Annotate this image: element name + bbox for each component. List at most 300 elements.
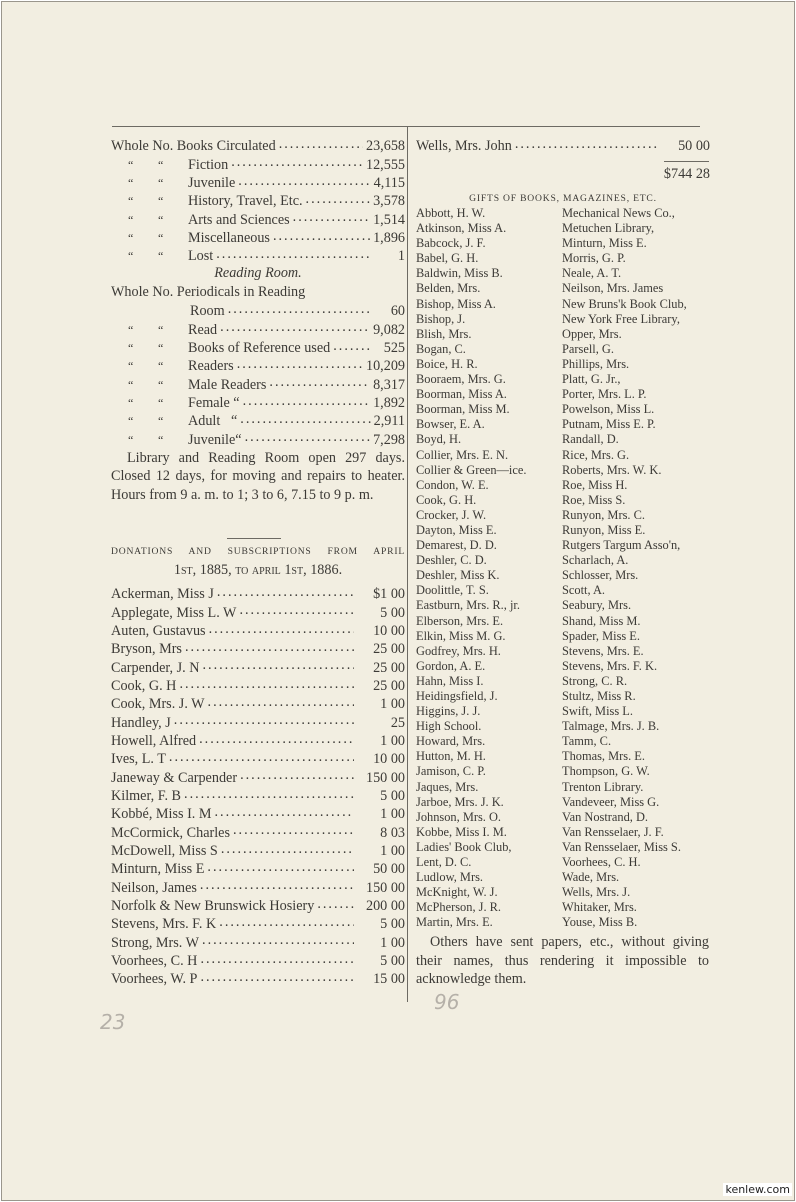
stat-label: Whole No. Books Circulated [111, 138, 276, 155]
document-page [1, 1, 795, 1201]
stat-row [111, 430, 405, 448]
gift-row [416, 236, 716, 251]
donation-amount: 25 [390, 714, 405, 731]
gift-donor-left: Bowser, E. A. [416, 417, 485, 432]
gift-row [416, 297, 716, 312]
gift-donor-right: Roe, Miss S. [562, 492, 626, 507]
dot-leader [238, 173, 370, 187]
donation-row [111, 878, 405, 896]
gift-donor-left: Higgins, J. J. [416, 704, 481, 719]
dot-leader [239, 602, 354, 616]
dot-leader [215, 804, 355, 818]
stat-row [111, 374, 405, 392]
ditto-mark: “ [128, 194, 134, 209]
closing-paragraph: Others have sent papers, etc., without giving their names, thus rendering it impossible to acknowledge them. [416, 934, 709, 988]
dot-leader [200, 878, 354, 892]
section-rule [227, 538, 281, 539]
stat-row [111, 209, 405, 227]
donation-row [111, 602, 405, 620]
stat-row [111, 154, 405, 172]
dot-leader [216, 246, 372, 260]
gift-row [416, 644, 716, 659]
stat-label: Miscellaneous [188, 229, 270, 246]
gift-donor-left: Collier, Mrs. E. N. [416, 447, 509, 462]
ditto-mark: “ [128, 414, 134, 429]
ditto-mark: “ [158, 359, 164, 374]
gift-donor-left: Babcock, J. F. [416, 236, 486, 251]
donation-amount: 25 00 [373, 641, 405, 658]
gift-donor-right: Swift, Miss L. [562, 704, 633, 719]
gift-row [416, 266, 716, 281]
gift-donor-right: Runyon, Mrs. C. [562, 507, 645, 522]
stat-row [111, 228, 405, 246]
donation-row [416, 136, 710, 154]
total-rule [664, 161, 709, 162]
ditto-mark: “ [158, 194, 164, 209]
gift-donor-left: Cook, G. H. [416, 492, 477, 507]
donation-amount: 5 00 [380, 916, 405, 933]
reading-room-heading: Reading Room. [214, 265, 302, 282]
stat-label: Juvenile“ [188, 431, 242, 448]
ditto-mark: “ [158, 212, 164, 227]
gift-donor-right: Roe, Miss H. [562, 477, 628, 492]
donation-amount: 1 00 [380, 806, 405, 823]
gift-donor-left: Boice, H. R. [416, 356, 478, 371]
gift-donor-right: Strong, C. R. [562, 673, 628, 688]
donation-amount: 200 00 [365, 898, 405, 915]
gift-row [416, 493, 716, 508]
dot-leader [221, 841, 354, 855]
gift-row [416, 885, 716, 900]
stat-value: 525 [383, 339, 405, 356]
donation-amount: 150 00 [365, 879, 405, 896]
gift-row [416, 387, 716, 402]
gift-row [416, 840, 716, 855]
top-rule [112, 126, 700, 127]
gift-row [416, 598, 716, 613]
gift-donor-left: Boorman, Miss A. [416, 387, 507, 402]
stat-label: Whole No. Periodicals in Reading [111, 283, 306, 300]
donor-name: Carpender, J. N [111, 659, 200, 676]
donor-name: Bryson, Mrs [111, 641, 182, 658]
dot-leader [217, 584, 354, 598]
ditto-mark: “ [128, 432, 134, 447]
gift-row [416, 538, 716, 553]
ditto-mark: “ [158, 322, 164, 337]
gift-row [416, 357, 716, 372]
gift-donor-left: Ladies' Book Club, [416, 839, 512, 854]
dot-leader [228, 301, 372, 315]
donation-amount: 25 00 [373, 659, 405, 676]
gift-donor-right: Putnam, Miss E. P. [562, 417, 656, 432]
dot-leader [231, 154, 363, 168]
ditto-mark: “ [128, 396, 134, 410]
stat-value: 1,896 [373, 229, 405, 246]
donation-row [111, 933, 405, 951]
gift-donor-right: Thomas, Mrs. E. [562, 749, 645, 764]
donation-amount: 1 00 [380, 934, 405, 951]
stat-row [111, 301, 405, 319]
donor-name: Kilmer, F. B [111, 787, 182, 804]
ditto-mark: “ [128, 157, 134, 172]
gift-donor-left: Hutton, M. H. [416, 749, 486, 764]
gift-row [416, 870, 716, 885]
dot-leader [279, 136, 363, 150]
stat-label: Readers [188, 358, 234, 375]
donor-name: McCormick, Charles [111, 824, 230, 841]
donation-amount: 15 00 [373, 971, 405, 988]
gift-donor-right: Spader, Miss E. [562, 628, 640, 643]
stat-label: Juvenile [188, 174, 236, 191]
gift-donor-left: Ludlow, Mrs. [416, 870, 483, 885]
gift-row [416, 689, 716, 704]
donation-amount: 5 00 [380, 953, 405, 970]
gifts-list [416, 206, 716, 931]
gift-row [416, 432, 716, 447]
gift-donor-left: Martin, Mrs. E. [416, 915, 493, 930]
gift-donor-left: Boorman, Miss M. [416, 402, 510, 417]
stat-label: Adult “ [188, 413, 238, 430]
ditto-mark: “ [158, 157, 164, 172]
gift-donor-left: Lent, D. C. [416, 855, 472, 870]
gift-row [416, 659, 716, 674]
gift-row [416, 281, 716, 296]
stat-label: Female “ [188, 395, 240, 411]
dot-leader [333, 338, 372, 352]
gift-donor-right: Van Nostrand, D. [562, 809, 649, 824]
gift-donor-right: Neale, A. T. [562, 266, 622, 281]
gift-donor-right: Van Rensselaer, J. F. [562, 824, 664, 839]
dot-leader [240, 411, 370, 425]
gift-donor-right: New York Free Library, [562, 311, 680, 326]
donor-name: Howell, Alfred [111, 732, 197, 749]
dot-leader [220, 319, 370, 333]
ditto-mark: “ [158, 414, 164, 429]
donor-name: Strong, Mrs. W [111, 934, 200, 951]
dot-leader [515, 136, 659, 150]
gift-donor-left: Howard, Mrs. [416, 734, 486, 749]
donor-name: Stevens, Mrs. F. K [111, 916, 217, 933]
gift-donor-right: Tamm, C. [562, 734, 612, 749]
donation-row [111, 621, 405, 639]
gift-donor-right: Stevens, Mrs. E. [562, 643, 644, 658]
donations-total: $744 28 [663, 166, 710, 182]
gift-donor-left: Belden, Mrs. [416, 281, 481, 296]
gift-row [416, 206, 716, 221]
donation-amount: 10 00 [373, 751, 405, 768]
dot-leader [233, 822, 354, 836]
stat-label: Fiction [188, 156, 229, 173]
stat-label: Room [190, 303, 225, 320]
gift-donor-right: New Bruns'k Book Club, [562, 296, 687, 311]
dot-leader [243, 393, 370, 407]
donor-name: Janeway & Carpender [111, 769, 238, 786]
gift-donor-right: Opper, Mrs. [562, 326, 622, 341]
ditto-mark: “ [158, 175, 164, 190]
dot-leader [306, 191, 371, 205]
gift-donor-left: Babel, G. H. [416, 251, 479, 266]
watermark: kenlew.com [725, 1183, 790, 1196]
gift-row [416, 327, 716, 342]
gift-donor-right: Wells, Mrs. J. [562, 885, 631, 900]
donation-amount: $1 00 [373, 586, 405, 603]
donor-name: Cook, Mrs. J. W [111, 696, 205, 713]
stat-value: 1,514 [373, 211, 405, 228]
donations-section [111, 544, 405, 988]
gift-donor-right: Rutgers Targum Asso'n, [562, 538, 681, 553]
gift-donor-right: Mechanical News Co., [562, 206, 675, 220]
gift-row [416, 629, 716, 644]
gift-row [416, 463, 716, 478]
donor-name: Minturn, Miss E [111, 861, 205, 878]
gift-donor-left: Collier & Green—ice. [416, 462, 527, 477]
gift-donor-left: Jamison, C. P. [416, 764, 486, 779]
donor-name: Neilson, James [111, 879, 197, 896]
donation-amount: 50 00 [373, 861, 405, 878]
donation-row [111, 822, 405, 840]
dot-leader [169, 749, 354, 763]
stat-value: 8,317 [373, 376, 405, 393]
gift-donor-left: Deshler, Miss K. [416, 568, 500, 583]
ditto-mark: “ [158, 396, 164, 410]
donor-name: Norfolk & New Brunswick Hosiery [111, 898, 315, 915]
gift-donor-left: Elkin, Miss M. G. [416, 628, 506, 643]
donor-name: Cook, G. H [111, 677, 177, 694]
dot-leader [219, 914, 354, 928]
gift-donor-right: Van Rensselaer, Miss S. [562, 839, 681, 854]
gift-donor-left: Eastburn, Mrs. R., jr. [416, 598, 520, 613]
ditto-mark: “ [128, 175, 134, 190]
donations-heading-line1: DONATIONS AND SUBSCRIPTIONS FROM APRIL [111, 546, 405, 557]
gift-donor-right: Trenton Library. [562, 779, 644, 794]
ditto-mark: “ [158, 230, 164, 245]
gift-donor-right: Stultz, Miss R. [562, 689, 636, 703]
handwritten-page-mark: 23 [100, 1010, 126, 1034]
dot-leader [237, 356, 363, 370]
dot-leader [208, 694, 354, 708]
stat-label: Books of Reference used [188, 339, 331, 356]
gift-donor-left: McKnight, W. J. [416, 885, 498, 900]
stat-value: 9,082 [373, 321, 405, 338]
gift-donor-right: Metuchen Library, [562, 221, 655, 236]
dot-leader [293, 209, 370, 223]
column-divider [407, 126, 408, 1002]
stat-row [111, 191, 405, 209]
stat-value: 23,658 [365, 138, 405, 155]
stat-row [111, 393, 405, 411]
donation-amount: 5 00 [380, 787, 405, 804]
donations-list [111, 584, 405, 988]
gift-donor-right: Scharlach, A. [562, 553, 629, 568]
gift-donor-right: Scott, A. [562, 583, 606, 598]
gifts-heading: GIFTS OF BOOKS, MAGAZINES, ETC. [469, 193, 657, 204]
donor-name: Wells, Mrs. John [416, 138, 512, 155]
stat-label: History, Travel, Etc. [188, 193, 303, 210]
stat-value: 3,578 [373, 193, 405, 210]
dot-leader [273, 228, 370, 242]
gift-row [416, 508, 716, 523]
gift-donor-right: Roberts, Mrs. W. K. [562, 462, 662, 477]
gift-donor-left: Bogan, C. [416, 341, 466, 356]
gift-row [416, 583, 716, 598]
stat-value: 12,555 [365, 156, 405, 173]
gift-donor-right: Wade, Mrs. [562, 870, 620, 885]
dot-leader [174, 712, 354, 726]
stat-value: 10,209 [365, 358, 405, 375]
stat-value: 4,115 [373, 174, 405, 191]
donation-amount: 1 00 [380, 732, 405, 749]
dot-leader [202, 933, 354, 947]
gift-donor-left: Boyd, H. [416, 432, 462, 447]
donations-continued [416, 136, 710, 154]
donor-name: Ives, L. T [111, 751, 166, 768]
gift-donor-right: Schlosser, Mrs. [562, 568, 639, 583]
gift-donor-left: Johnson, Mrs. O. [416, 809, 502, 824]
gift-row [416, 312, 716, 327]
gift-row [416, 734, 716, 749]
donor-name: Ackerman, Miss J [111, 586, 214, 603]
donation-row [111, 951, 405, 969]
stat-row [111, 411, 405, 429]
dot-leader [245, 430, 371, 444]
stat-label: Male Readers [188, 376, 267, 393]
gift-row [416, 614, 716, 629]
stat-row [111, 356, 405, 374]
gift-donor-left: Baldwin, Miss B. [416, 266, 503, 281]
donation-row [111, 969, 405, 987]
gift-donor-right: Shand, Miss M. [562, 613, 641, 628]
donation-row [111, 896, 405, 914]
gift-row [416, 810, 716, 825]
gift-donor-left: Bishop, Miss A. [416, 296, 496, 311]
gift-donor-right: Phillips, Mrs. [562, 356, 630, 371]
donation-row [111, 584, 405, 602]
gift-donor-left: Godfrey, Mrs. H. [416, 643, 501, 658]
donation-row [111, 657, 405, 675]
donor-name: McDowell, Miss S [111, 843, 218, 859]
gift-donor-right: Runyon, Miss E. [562, 522, 646, 537]
stat-label: Read [188, 321, 218, 338]
dot-leader [185, 639, 354, 653]
gift-donor-left: Doolittle, T. S. [416, 583, 489, 598]
gift-row [416, 478, 716, 493]
gift-donor-left: Blish, Mrs. [416, 326, 472, 341]
gift-donor-right: Whitaker, Mrs. [562, 900, 637, 915]
gift-donor-left: McPherson, J. R. [416, 900, 502, 915]
stat-row [111, 338, 405, 356]
ditto-mark: “ [158, 432, 164, 447]
gift-donor-left: Jarboe, Mrs. J. K. [416, 794, 504, 809]
stat-row [111, 319, 405, 337]
ditto-mark: “ [158, 377, 164, 392]
gift-row [416, 900, 716, 915]
dot-leader [240, 767, 354, 781]
gift-donor-right: Voorhees, C. H. [562, 855, 641, 870]
gift-row [416, 221, 716, 236]
donation-row [111, 731, 405, 749]
gift-donor-left: Abbott, H. W. [416, 206, 486, 220]
gift-donor-left: High School. [416, 719, 482, 734]
donor-name: Handley, J [111, 714, 171, 731]
gift-donor-right: Thompson, G. W. [562, 764, 650, 779]
dot-leader [269, 374, 370, 388]
gift-donor-right: Powelson, Miss L. [562, 402, 655, 417]
gift-donor-left: Atkinson, Miss A. [416, 221, 507, 236]
donations-list-continued [416, 136, 710, 154]
gift-row [416, 448, 716, 463]
stat-value: 2,911 [373, 413, 405, 430]
ditto-mark: “ [158, 249, 164, 264]
donor-name: Voorhees, C. H [111, 953, 198, 970]
donation-amount: 1 00 [380, 843, 405, 859]
gift-row [416, 915, 716, 930]
ditto-mark: “ [128, 322, 134, 337]
donation-amount: 1 00 [380, 696, 405, 713]
gift-donor-left: Heidingsfield, J. [416, 689, 498, 703]
dot-leader [207, 859, 354, 873]
gift-row [416, 402, 716, 417]
gift-donor-left: Bishop, J. [416, 311, 466, 326]
donation-row [111, 859, 405, 877]
gift-donor-right: Rice, Mrs. G. [562, 447, 630, 462]
donations-heading-line2: 1st, 1885, to april 1st, 1886. [173, 562, 343, 578]
stat-value: 7,298 [373, 431, 405, 448]
gift-donor-right: Parsell, G. [562, 341, 614, 356]
gift-donor-left: Deshler, C. D. [416, 553, 487, 568]
gift-row [416, 568, 716, 583]
gift-row [416, 553, 716, 568]
donation-amount: 25 00 [373, 677, 405, 694]
donation-row [111, 639, 405, 657]
donor-name: Kobbé, Miss I. M [111, 806, 212, 823]
donor-name: Auten, Gustavus [111, 622, 206, 639]
gift-donor-right: Porter, Mrs. L. P. [562, 387, 647, 402]
donation-amount: 50 00 [678, 138, 710, 155]
gift-donor-right: Youse, Miss B. [562, 915, 638, 930]
stat-label: Arts and Sciences [188, 211, 290, 228]
dot-leader [200, 969, 354, 983]
gift-donor-left: Dayton, Miss E. [416, 522, 497, 537]
gift-donor-left: Jaques, Mrs. [416, 779, 479, 794]
donation-row [111, 804, 405, 822]
gift-row [416, 523, 716, 538]
gift-row [416, 780, 716, 795]
donation-amount: 5 00 [380, 604, 405, 621]
gift-donor-right: Platt, G. Jr., [562, 372, 621, 387]
periodicals-line [111, 283, 405, 301]
gift-row [416, 342, 716, 357]
donor-name: Applegate, Miss L. W [111, 604, 237, 621]
dot-leader [199, 731, 354, 745]
gift-donor-right: Seabury, Mrs. [562, 598, 632, 613]
ditto-mark: “ [128, 249, 134, 264]
gift-donor-left: Crocker, J. W. [416, 507, 487, 522]
gift-row [416, 855, 716, 870]
gift-row [416, 372, 716, 387]
stat-value: 1 [397, 248, 405, 265]
gift-row [416, 417, 716, 432]
dot-leader [209, 621, 354, 635]
gift-row [416, 825, 716, 840]
gift-donor-right: Minturn, Miss E. [562, 236, 647, 251]
gift-donor-right: Randall, D. [562, 432, 619, 447]
ditto-mark: “ [128, 230, 134, 245]
donation-amount: 150 00 [365, 769, 405, 786]
stat-value: 1,892 [373, 395, 405, 411]
ditto-mark: “ [128, 340, 134, 355]
stat-row [111, 136, 405, 154]
donation-row [111, 749, 405, 767]
